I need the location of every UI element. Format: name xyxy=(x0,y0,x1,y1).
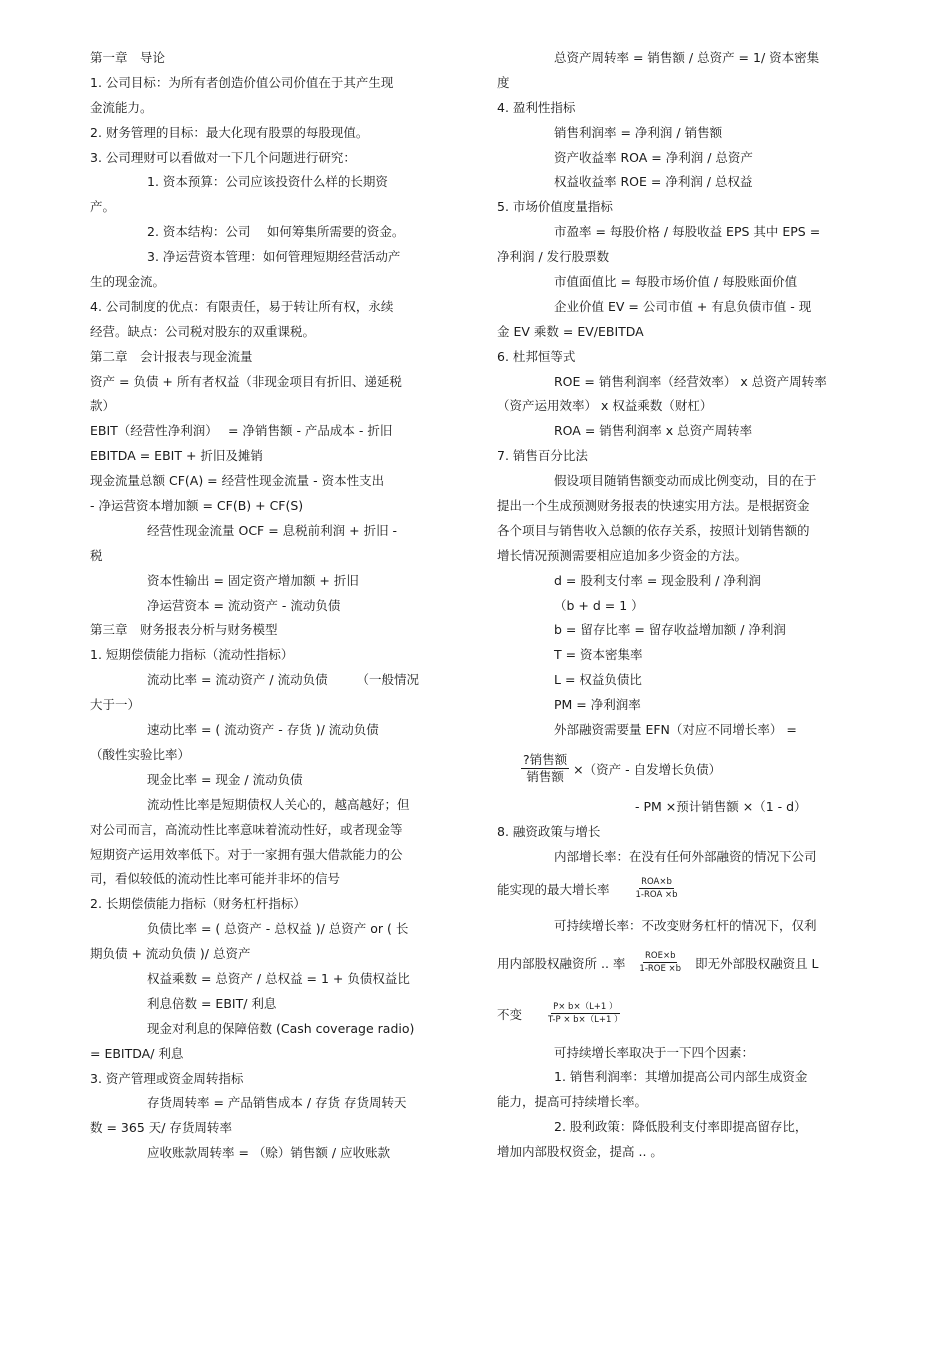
fraction-denominator: 1-ROE ×b xyxy=(639,964,682,974)
text-line: 市盈率 = 每股价格 / 每股收益 EPS 其中 EPS = xyxy=(554,224,821,240)
text-line: 金 EV 乘数 = EV/EBITDA xyxy=(497,323,644,339)
text-line: 3. 公司理财可以看做对一下几个问题进行研究： xyxy=(90,149,356,165)
text-line: d = 股利支付率 = 现金股利 / 净利润 xyxy=(554,572,761,588)
text-line: 1. 销售利润率：其增加提高公司内部生成资金 xyxy=(554,1069,808,1085)
right-text-block-b xyxy=(497,1041,857,1165)
text-line: 增加内部股权资金，提高 .. 。 xyxy=(497,1144,663,1160)
text-line: 生的现金流。 xyxy=(90,274,166,290)
sales-change-fraction xyxy=(521,752,569,785)
text-line: 款） xyxy=(90,398,116,414)
text-line: 总资产周转率 = 销售额 / 总资产 = 1/ 资本密集 xyxy=(554,50,820,65)
fraction-numerator: ROE×b xyxy=(644,951,676,961)
text-line: 1. 公司目标：为所有者创造价值公司价值在于其产生现 xyxy=(90,74,394,90)
text-line: 市值面值比 = 每股市场价值 / 每股账面价值 xyxy=(554,274,798,290)
text-line: 第三章 财务报表分析与财务模型 xyxy=(90,622,278,638)
fraction-numerator: ROA×b xyxy=(641,877,672,888)
fraction-denominator: 1-ROA ×b xyxy=(635,890,678,901)
text-line: 5. 市场价值度量指标 xyxy=(497,199,613,215)
text-line: 现金流量总额 CF(A) = 经营性现金流量 - 资本性支出 xyxy=(90,473,385,489)
constant-leverage-formula xyxy=(497,987,857,1041)
text-line: 利息倍数 = EBIT/ 利息 xyxy=(147,995,277,1011)
text-line: 2. 股利政策：降低股利支付率即提高留存比， xyxy=(554,1119,808,1135)
text-line: 假设项目随销售额变动而成比例变动，目的在于 xyxy=(554,473,817,489)
text-line: 企业价值 EV = 公司市值 + 有息负债市值 - 现 xyxy=(554,298,812,314)
text-line: 3. 资产管理或资金周转指标 xyxy=(90,1070,244,1086)
text-line: 期负债 + 流动负债 )/ 总资产 xyxy=(90,946,251,962)
text-line: 6. 杜邦恒等式 xyxy=(497,348,576,364)
text-line: （b + d = 1 ） xyxy=(554,597,644,613)
text-line: 金流能力。 xyxy=(90,99,153,115)
constant-leverage-prefix: 不变 xyxy=(497,1006,523,1022)
fraction-denominator: T-P × b×（L+1 ） xyxy=(548,1015,623,1025)
text-line: 对公司而言，高流动性比率意味着流动性好，或者现金等 xyxy=(90,821,403,837)
text-line: ROA = 销售利润率 x 总资产周转率 xyxy=(554,423,753,439)
text-line: 权益乘数 = 总资产 / 总权益 = 1 + 负债权益比 xyxy=(147,970,410,986)
sustainable-growth-formula xyxy=(497,939,857,987)
efn-formula-line2: - PM ×预计销售额 ×（1 - d） xyxy=(635,798,807,814)
text-line: 4. 公司制度的优点：有限责任，易于转让所有权，永续 xyxy=(90,298,394,314)
text-line: 资产收益率 ROA = 净利润 / 总资产 xyxy=(554,149,753,165)
text-line: 外部融资需要量 EFN（对应不同增长率） = xyxy=(554,722,797,738)
text-line: 1. 短期偿债能力指标（流动性指标） xyxy=(90,647,294,663)
text-line: 经营性现金流量 OCF = 息税前利润 + 折旧 - xyxy=(147,522,398,538)
fraction-denominator: 销售额 xyxy=(526,769,564,785)
text-line: L = 权益负债比 xyxy=(554,672,642,688)
text-line: 2. 财务管理的目标：最大化现有股票的每股现值。 xyxy=(90,124,369,140)
constant-leverage-fraction xyxy=(546,1001,625,1026)
internal-growth-prefix: 能实现的最大增长率 xyxy=(497,881,610,897)
text-line: 提出一个生成预测财务报表的快速实用方法。是根据资金 xyxy=(497,498,810,514)
internal-growth-fraction xyxy=(634,876,680,901)
text-line: 各个项目与销售收入总额的依存关系，按照计划销售额的 xyxy=(497,522,810,538)
text-line: 资本性输出 = 固定资产增加额 + 折旧 xyxy=(147,572,359,588)
text-line: 4. 盈利性指标 xyxy=(497,99,576,115)
text-line: 净运营资本 = 流动资产 - 流动负债 xyxy=(147,597,341,613)
sustainable-growth-suffix: 即无外部股权融资且 L xyxy=(695,955,819,971)
right-column xyxy=(497,46,857,1165)
text-line: （资产运用效率） x 权益乘数（财杠） xyxy=(497,398,713,414)
text-line: 大于一） xyxy=(90,697,141,713)
internal-growth-text: 内部增长率：在没有任何外部融资的情况下公司 xyxy=(554,848,817,864)
efn-formula xyxy=(497,743,857,795)
text-line: 销售利润率 = 净利润 / 销售额 xyxy=(554,124,723,140)
text-line: 权益收益率 ROE = 净利润 / 总权益 xyxy=(554,174,753,190)
text-line: 净利润 / 发行股票数 xyxy=(497,249,610,265)
text-line: 司，看似较低的流动性比率可能并非坏的信号 xyxy=(90,871,341,887)
text-line: 能力，提高可持续增长率。 xyxy=(497,1094,648,1110)
text-line: 第一章 导论 xyxy=(90,50,166,65)
fraction-numerator: ?销售额 xyxy=(523,752,568,768)
text-line: 产。 xyxy=(90,199,116,215)
text-line: 资产 = 负债 + 所有者权益（非现金项目有折旧、递延税 xyxy=(90,373,402,389)
text-line: 流动性比率是短期债权人关心的，越高越好；但 xyxy=(147,796,410,812)
sustainable-growth-text: 可持续增长率：不改变财务杠杆的情况下，仅利 xyxy=(554,917,817,933)
text-line: 2. 长期偿债能力指标（财务杠杆指标） xyxy=(90,896,306,912)
text-line: T = 资本密集率 xyxy=(554,647,643,663)
text-line: 可持续增长率取决于一下四个因素： xyxy=(554,1044,755,1060)
text-line: 速动比率 = ( 流动资产 - 存货 )/ 流动负债 xyxy=(147,722,379,738)
text-line: ROE = 销售利润率（经营效率） x 总资产周转率 xyxy=(554,373,827,389)
text-line: 3. 净运营资本管理：如何管理短期经营活动产 xyxy=(147,249,401,265)
text-line: 度 xyxy=(497,74,510,90)
text-line: EBITDA = EBIT + 折旧及摊销 xyxy=(90,448,263,464)
text-line: 1. 资本预算：公司应该投资什么样的长期资 xyxy=(147,174,388,190)
text-line: EBIT（经营性净利润） = 净销售额 - 产品成本 - 折旧 xyxy=(90,423,393,439)
text-line: 存货周转率 = 产品销售成本 / 存货 存货周转天 xyxy=(147,1095,407,1111)
sustainable-growth-fraction xyxy=(637,950,683,975)
right-text-block-a xyxy=(497,46,857,743)
left-column xyxy=(90,46,452,1166)
text-line: PM = 净利润率 xyxy=(554,697,641,713)
internal-growth-formula xyxy=(497,870,857,908)
text-line: 现金对利息的保障倍数 (Cash coverage radio) xyxy=(147,1020,415,1036)
text-line: 2. 资本结构：公司 如何筹集所需要的资金。 xyxy=(147,224,405,240)
section-heading: 8. 融资政策与增长 xyxy=(497,823,601,839)
text-line: （酸性实验比率） xyxy=(90,746,191,762)
text-line: = EBITDA/ 利息 xyxy=(90,1045,184,1061)
text-line: 短期资产运用效率低下。对于一家拥有强大借款能力的公 xyxy=(90,846,403,862)
text-line: 增长情况预测需要相应追加多少资金的方法。 xyxy=(497,547,748,563)
text-line: 流动比率 = 流动资产 / 流动负债 （一般情况 xyxy=(147,672,420,688)
fraction-numerator: P× b×（L+1 ） xyxy=(553,1002,618,1012)
efn-formula-tail: ×（资产 - 自发增长负债） xyxy=(573,761,722,777)
sustainable-growth-prefix: 用内部股权融资所 .. 率 xyxy=(497,955,626,971)
text-line: b = 留存比率 = 留存收益增加额 / 净利润 xyxy=(554,622,786,638)
text-line: 税 xyxy=(90,547,103,563)
text-line: 现金比率 = 现金 / 流动负债 xyxy=(147,771,303,787)
text-line: 数 = 365 天/ 存货周转率 xyxy=(90,1120,232,1136)
text-line: 应收账款周转率 = （赊）销售额 / 应收账款 xyxy=(147,1145,391,1161)
text-line: 经营。缺点：公司税对股东的双重课税。 xyxy=(90,323,316,339)
text-line: 7. 销售百分比法 xyxy=(497,448,588,464)
text-line: 第二章 会计报表与现金流量 xyxy=(90,348,253,364)
text-line: 负债比率 = ( 总资产 - 总权益 )/ 总资产 or ( 长 xyxy=(147,921,409,937)
text-line: - 净运营资本增加额 = CF(B) + CF(S) xyxy=(90,498,304,514)
